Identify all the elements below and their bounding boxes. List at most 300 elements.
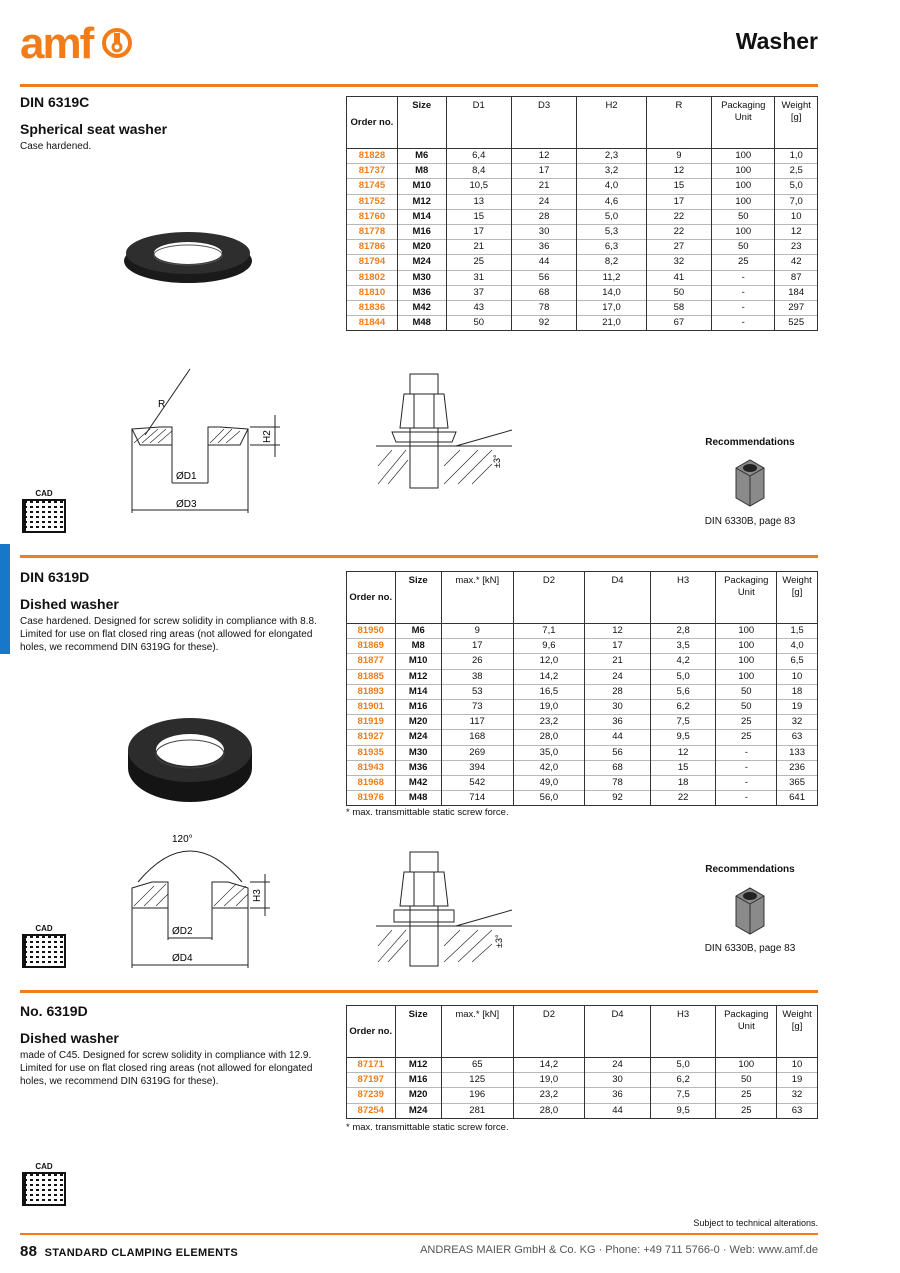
table-cell: 100 (712, 149, 775, 164)
size-cell: M8 (395, 639, 441, 654)
table-row (347, 316, 818, 331)
table-cell: 30 (511, 224, 576, 239)
size-cell: M16 (397, 224, 446, 239)
table-row (347, 1073, 818, 1088)
table-cell: 269 (441, 745, 513, 760)
table-cell: 22 (646, 209, 711, 224)
table-row (347, 149, 818, 164)
table-cell: 25 (716, 1088, 777, 1103)
col-order: Order no. (350, 116, 394, 128)
order-number-link[interactable]: 81968 (347, 775, 396, 790)
table-cell: 7,5 (650, 1088, 716, 1103)
table-cell: 78 (585, 775, 651, 790)
table-cell: - (716, 745, 777, 760)
table-cell: 26 (441, 654, 513, 669)
table-cell: 14,2 (513, 669, 585, 684)
section1-cad-qr[interactable] (22, 489, 66, 533)
order-number-link[interactable]: 81950 (347, 624, 396, 639)
table-cell: 8,4 (446, 164, 511, 179)
table-cell: 22 (646, 224, 711, 239)
col-h3: H3 (677, 575, 690, 586)
table-cell: 4,0 (577, 179, 647, 194)
size-cell: M36 (395, 760, 441, 775)
table-cell: 100 (712, 179, 775, 194)
label-angle: ±3° (494, 934, 504, 948)
table-cell: 100 (716, 1058, 777, 1073)
table-cell: 19 (777, 1073, 818, 1088)
table-cell: 6,5 (777, 654, 818, 669)
col-weight: Weight [g] (782, 1009, 812, 1032)
size-cell: M6 (395, 624, 441, 639)
footer-catalog (20, 1243, 238, 1260)
col-order: Order no. (349, 1025, 393, 1037)
order-number-link[interactable]: 81778 (347, 224, 398, 239)
table-cell: 21 (511, 179, 576, 194)
table-cell: 4,2 (650, 654, 716, 669)
table-cell: 67 (646, 316, 711, 331)
table-cell: 542 (441, 775, 513, 790)
table-cell: 21 (585, 654, 651, 669)
table-cell: 4,6 (577, 194, 647, 209)
section1-recommendation-text[interactable]: DIN 6330B, page 83 (704, 516, 796, 527)
col-packaging: Packaging Unit (721, 100, 766, 123)
cad-label: CAD (35, 924, 53, 933)
table-cell: 2,8 (650, 624, 716, 639)
order-number-link[interactable]: 81935 (347, 745, 396, 760)
order-number-link[interactable]: 81943 (347, 760, 396, 775)
dished-washer-drawing (120, 830, 290, 975)
size-cell: M20 (397, 240, 446, 255)
col-d1: D1 (472, 100, 485, 111)
size-cell: M20 (395, 1088, 441, 1103)
table-cell: 87 (775, 270, 818, 285)
table-cell: 15 (650, 760, 716, 775)
table-cell: 17 (646, 194, 711, 209)
section3-code: No. 6319D (20, 1003, 88, 1019)
section2-note: * max. transmittable static screw force. (346, 807, 509, 818)
col-weight: Weight [g] (781, 100, 811, 123)
size-cell: M30 (397, 270, 446, 285)
table-cell: 100 (716, 624, 777, 639)
spherical-washer-drawing (120, 365, 290, 520)
order-number-link[interactable]: 81927 (347, 730, 396, 745)
table-cell: 38 (441, 669, 513, 684)
order-number-link[interactable]: 81919 (347, 715, 396, 730)
table-row (347, 1058, 818, 1073)
table-cell: 18 (650, 775, 716, 790)
size-cell: M12 (397, 194, 446, 209)
logo-mark-icon (102, 24, 132, 62)
size-cell: M6 (397, 149, 446, 164)
table-cell: 10 (775, 209, 818, 224)
order-number-link[interactable]: 81836 (347, 300, 398, 315)
table-cell: 44 (585, 1103, 651, 1118)
table-cell: 100 (716, 654, 777, 669)
col-d2: D2 (542, 1009, 555, 1020)
table-cell: - (712, 285, 775, 300)
table-cell: 50 (646, 285, 711, 300)
qr-code-icon[interactable] (22, 934, 66, 968)
table-cell: 9,6 (513, 639, 585, 654)
table-cell: 25 (716, 715, 777, 730)
table-row (347, 1088, 818, 1103)
size-cell: M10 (395, 654, 441, 669)
logo-text: amf (20, 19, 93, 68)
table-cell: 5,0 (775, 179, 818, 194)
table-cell: 1,0 (775, 149, 818, 164)
table-cell: 36 (511, 240, 576, 255)
order-number-link[interactable]: 81901 (347, 699, 396, 714)
table-cell: 14,2 (513, 1058, 585, 1073)
order-number-link[interactable]: 81869 (347, 639, 396, 654)
table-row (347, 699, 818, 714)
table-cell: 11,2 (577, 270, 647, 285)
size-cell: M14 (395, 684, 441, 699)
order-number-link[interactable]: 81893 (347, 684, 396, 699)
table-cell: 23,2 (513, 1088, 585, 1103)
col-packaging: Packaging Unit (724, 575, 769, 598)
size-cell: M24 (395, 1103, 441, 1118)
table-cell: 9 (646, 149, 711, 164)
table-cell: 50 (716, 684, 777, 699)
order-number-link[interactable]: 81810 (347, 285, 398, 300)
section2-rows (347, 624, 818, 806)
table-cell: 18 (777, 684, 818, 699)
table-cell: 15 (646, 179, 711, 194)
subject-to-alterations: Subject to technical alterations. (693, 1218, 818, 1228)
table-row (347, 669, 818, 684)
section3-name: Dished washer (20, 1030, 119, 1046)
label-r: R (158, 399, 166, 410)
header-rule (20, 84, 818, 87)
table-cell: 68 (585, 760, 651, 775)
table-cell: 30 (585, 1073, 651, 1088)
table-cell: 7,1 (513, 624, 585, 639)
table-cell: 12 (646, 164, 711, 179)
table-row (347, 224, 818, 239)
table-cell: 25 (712, 255, 775, 270)
spherical-washer-assembly-drawing (372, 370, 522, 490)
spherical-washer-photo (118, 225, 258, 285)
table-cell: - (716, 775, 777, 790)
table-cell: 43 (446, 300, 511, 315)
table-cell: 196 (441, 1088, 513, 1103)
label-d3: ØD3 (176, 499, 197, 510)
section3-rule (20, 990, 818, 993)
size-cell: M48 (395, 791, 441, 806)
table-cell: 92 (511, 316, 576, 331)
table-cell: 24 (585, 669, 651, 684)
footer-company[interactable]: ANDREAS MAIER GmbH & Co. KG · Phone: +49 711 5766-0 · Web: www.amf.de (420, 1244, 818, 1256)
table-cell: - (716, 760, 777, 775)
page-number: 88 (20, 1243, 38, 1260)
section3-description: made of C45. Designed for screw solidity in compliance with 12.9. Limited for use on flat closed ring areas (not allowed for elongated holes, we recommend DIN 6319G for these). (20, 1050, 313, 1087)
size-cell: M24 (397, 255, 446, 270)
table-cell: 641 (777, 791, 818, 806)
order-number-link[interactable]: 81794 (347, 255, 398, 270)
table-cell: - (712, 316, 775, 331)
table-cell: 100 (712, 164, 775, 179)
table-cell: 35,0 (513, 745, 585, 760)
page-title: Washer (735, 28, 818, 54)
section-side-tab (0, 544, 10, 654)
col-packaging: Packaging Unit (724, 1009, 769, 1032)
table-cell: 5,0 (650, 669, 716, 684)
table-cell: - (712, 300, 775, 315)
table-cell: 92 (585, 791, 651, 806)
order-number-link[interactable]: 81976 (347, 791, 396, 806)
section3-note: * max. transmittable static screw force. (346, 1122, 509, 1133)
table-cell: 68 (511, 285, 576, 300)
col-d4: D4 (611, 575, 624, 586)
table-cell: 36 (585, 1088, 651, 1103)
order-number-link[interactable]: 81760 (347, 209, 398, 224)
table-cell: 21 (446, 240, 511, 255)
table-cell: 6,4 (446, 149, 511, 164)
size-cell: M14 (397, 209, 446, 224)
table-row (347, 270, 818, 285)
table-cell: 236 (777, 760, 818, 775)
table-row (347, 745, 818, 760)
size-cell: M30 (395, 745, 441, 760)
dished-washer-photo (118, 712, 263, 807)
table-cell: 50 (716, 1073, 777, 1088)
col-size: Size (408, 575, 428, 586)
table-cell: 3,2 (577, 164, 647, 179)
label-h3: H3 (252, 889, 263, 902)
order-number-link[interactable]: 81802 (347, 270, 398, 285)
order-number-link[interactable]: 81885 (347, 669, 396, 684)
order-number-link[interactable]: 87171 (347, 1058, 396, 1073)
size-cell: M12 (395, 1058, 441, 1073)
table-cell: 394 (441, 760, 513, 775)
order-number-link[interactable]: 81786 (347, 240, 398, 255)
table-cell: 65 (441, 1058, 513, 1073)
table-cell: 9,5 (650, 730, 716, 745)
table-cell: 42,0 (513, 760, 585, 775)
order-number-link[interactable]: 81828 (347, 149, 398, 164)
table-cell: 1,5 (777, 624, 818, 639)
section3-cad-qr[interactable] (22, 1162, 66, 1206)
table-cell: 100 (716, 669, 777, 684)
table-cell: 56 (585, 745, 651, 760)
label-h2: H2 (262, 430, 273, 443)
order-number-link[interactable]: 81844 (347, 316, 398, 331)
col-order: Order no. (349, 591, 393, 603)
table-cell: 10 (777, 1058, 818, 1073)
table-row (347, 624, 818, 639)
dished-washer-assembly-drawing (372, 848, 522, 968)
size-cell: M10 (397, 179, 446, 194)
table-cell: 5,3 (577, 224, 647, 239)
section1-description: Case hardened. (20, 141, 92, 152)
table-row (347, 1103, 818, 1118)
table-cell: 58 (646, 300, 711, 315)
table-cell: 17 (441, 639, 513, 654)
qr-code-icon[interactable] (22, 1172, 66, 1206)
qr-code-icon[interactable] (22, 499, 66, 533)
table-row (347, 255, 818, 270)
table-cell: 6,3 (577, 240, 647, 255)
table-cell: 22 (650, 791, 716, 806)
table-cell: 19,0 (513, 699, 585, 714)
table-cell: 78 (511, 300, 576, 315)
table-cell: 133 (777, 745, 818, 760)
table-cell: 37 (446, 285, 511, 300)
table-cell: 8,2 (577, 255, 647, 270)
table-row (347, 760, 818, 775)
table-cell: 28 (511, 209, 576, 224)
order-number-link[interactable]: 87239 (347, 1088, 396, 1103)
order-number-link[interactable]: 81737 (347, 164, 398, 179)
table-cell: 36 (585, 715, 651, 730)
label-d1: ØD1 (176, 471, 197, 482)
table-cell: 24 (511, 194, 576, 209)
table-cell: 44 (585, 730, 651, 745)
table-cell: 6,2 (650, 699, 716, 714)
table-cell: 28,0 (513, 730, 585, 745)
table-cell: 32 (777, 715, 818, 730)
table-cell: 42 (775, 255, 818, 270)
section1-recommendations-title: Recommendations (705, 437, 795, 448)
table-cell: 4,0 (777, 639, 818, 654)
size-cell: M48 (397, 316, 446, 331)
table-row (347, 730, 818, 745)
table-cell: 184 (775, 285, 818, 300)
table-row (347, 164, 818, 179)
section3-table (346, 1005, 818, 1119)
order-number-link[interactable]: 81752 (347, 194, 398, 209)
table-cell: 15 (446, 209, 511, 224)
order-number-link[interactable]: 81745 (347, 179, 398, 194)
section2-table (346, 571, 818, 806)
table-row (347, 775, 818, 790)
table-cell: 50 (712, 240, 775, 255)
table-cell: 28,0 (513, 1103, 585, 1118)
table-row (347, 300, 818, 315)
size-cell: M12 (395, 669, 441, 684)
table-cell: 6,2 (650, 1073, 716, 1088)
table-cell: 23,2 (513, 715, 585, 730)
table-cell: 13 (446, 194, 511, 209)
size-cell: M16 (395, 1073, 441, 1088)
table-cell: 17 (585, 639, 651, 654)
section2-description: Case hardened. Designed for screw solidity in compliance with 8.8. Limited for use on flat closed ring areas (not allowed for elongated holes, we recommend DIN 6319G for these). (20, 616, 317, 653)
table-cell: 63 (777, 730, 818, 745)
order-number-link[interactable]: 87197 (347, 1073, 396, 1088)
table-cell: 21,0 (577, 316, 647, 331)
table-cell: 100 (712, 224, 775, 239)
table-cell: 525 (775, 316, 818, 331)
amf-logo (20, 19, 132, 68)
table-cell: 50 (446, 316, 511, 331)
table-cell: 10,5 (446, 179, 511, 194)
table-cell: 12 (775, 224, 818, 239)
table-cell: 3,5 (650, 639, 716, 654)
table-cell: 12 (511, 149, 576, 164)
table-cell: 100 (716, 639, 777, 654)
col-d2: D2 (542, 575, 555, 586)
table-cell: 17,0 (577, 300, 647, 315)
table-cell: 365 (777, 775, 818, 790)
table-row (347, 715, 818, 730)
table-cell: 168 (441, 730, 513, 745)
col-r: R (675, 100, 683, 111)
label-d2: ØD2 (172, 926, 193, 937)
table-row (347, 240, 818, 255)
table-cell: 7,5 (650, 715, 716, 730)
table-row (347, 209, 818, 224)
section3-rows (347, 1058, 818, 1119)
table-cell: 7,0 (775, 194, 818, 209)
table-cell: 25 (716, 1103, 777, 1118)
table-cell: - (716, 791, 777, 806)
section2-cad-qr[interactable] (22, 924, 66, 968)
table-cell: 17 (446, 224, 511, 239)
table-cell: 32 (777, 1088, 818, 1103)
col-size: Size (408, 1009, 428, 1020)
table-row (347, 639, 818, 654)
table-cell: 50 (716, 699, 777, 714)
table-cell: 14,0 (577, 285, 647, 300)
table-cell: 5,0 (577, 209, 647, 224)
section1-table (346, 96, 818, 331)
table-cell: 28 (585, 684, 651, 699)
section2-name: Dished washer (20, 596, 119, 612)
label-angle: ±3° (492, 454, 502, 468)
size-cell: M36 (397, 285, 446, 300)
table-cell: 50 (712, 209, 775, 224)
table-cell: 714 (441, 791, 513, 806)
section2-rule (20, 555, 818, 558)
section2-recommendations-title: Recommendations (705, 864, 795, 875)
hex-nut-icon[interactable] (728, 456, 772, 508)
size-cell: M24 (395, 730, 441, 745)
cad-label: CAD (35, 489, 53, 498)
table-cell: 2,3 (577, 149, 647, 164)
table-cell: 12,0 (513, 654, 585, 669)
table-cell: 9,5 (650, 1103, 716, 1118)
table-cell: 2,5 (775, 164, 818, 179)
table-cell: 49,0 (513, 775, 585, 790)
order-number-link[interactable]: 87254 (347, 1103, 396, 1118)
table-cell: 30 (585, 699, 651, 714)
table-cell: 56,0 (513, 791, 585, 806)
size-cell: M16 (395, 699, 441, 714)
table-cell: 53 (441, 684, 513, 699)
section2-recommendation-text[interactable]: DIN 6330B, page 83 (704, 943, 796, 954)
table-cell: 12 (585, 624, 651, 639)
table-cell: 125 (441, 1073, 513, 1088)
hex-nut-icon[interactable] (728, 884, 772, 936)
table-cell: 297 (775, 300, 818, 315)
table-row (347, 194, 818, 209)
col-weight: Weight [g] (782, 575, 812, 598)
size-cell: M42 (397, 300, 446, 315)
section1-rows (347, 149, 818, 331)
order-number-link[interactable]: 81877 (347, 654, 396, 669)
table-cell: 12 (650, 745, 716, 760)
cad-label: CAD (35, 1162, 53, 1171)
size-cell: M8 (397, 164, 446, 179)
table-cell: 31 (446, 270, 511, 285)
table-cell: 5,0 (650, 1058, 716, 1073)
size-cell: M20 (395, 715, 441, 730)
table-cell: 19,0 (513, 1073, 585, 1088)
table-cell: 44 (511, 255, 576, 270)
col-d3: D3 (538, 100, 551, 111)
table-cell: 10 (777, 669, 818, 684)
